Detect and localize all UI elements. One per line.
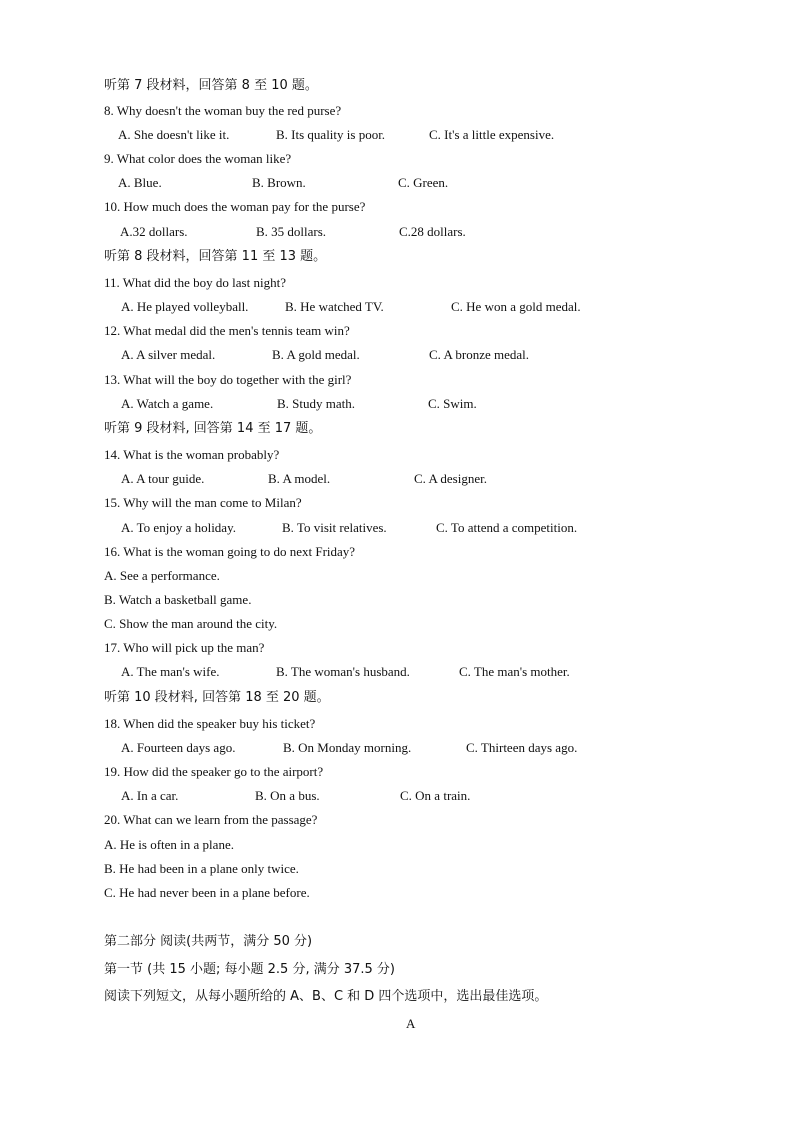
option-c: C. He won a gold medal.	[451, 299, 581, 314]
option-c: C. To attend a competition.	[436, 520, 578, 535]
section-heading: 听第 8 段材料，回答第 11 至 13 题。	[104, 249, 327, 264]
option-b: B. To visit relatives.	[282, 520, 387, 535]
option-a: A. Watch a game.	[121, 396, 214, 411]
question-stem: 9. What color does the woman like?	[104, 151, 292, 166]
option-a: A. In a car.	[121, 788, 179, 803]
question-stem: 12. What medal did the men's tennis team win?	[104, 323, 350, 338]
option-a: A. He played volleyball.	[121, 299, 249, 314]
option-c: C. The man's mother.	[459, 664, 570, 679]
question-stem: 15. Why will the man come to Milan?	[104, 495, 302, 510]
option-a: A. Fourteen days ago.	[121, 740, 236, 755]
option-c: C. On a train.	[400, 788, 471, 803]
option-c: C. Show the man around the city.	[104, 616, 278, 631]
option-a: A. To enjoy a holiday.	[121, 520, 236, 535]
option-c: C. It's a little expensive.	[429, 127, 555, 142]
question-stem: 19. How did the speaker go to the airport?	[104, 764, 324, 779]
section-heading: 听第 7 段材料，回答第 8 至 10 题。	[104, 78, 318, 93]
option-a: A. Blue.	[118, 175, 162, 190]
option-a: A. A tour guide.	[121, 471, 205, 486]
option-c: C.28 dollars.	[399, 224, 466, 239]
question-stem: 8. Why doesn't the woman buy the red purse?	[104, 103, 342, 118]
question-stem: 14. What is the woman probably?	[104, 447, 280, 462]
option-b: B. On Monday morning.	[283, 740, 412, 755]
question-stem: 11. What did the boy do last night?	[104, 275, 286, 290]
option-b: B. On a bus.	[255, 788, 320, 803]
option-b: B. He had been in a plane only twice.	[104, 861, 299, 876]
question-stem: 13. What will the boy do together with the girl?	[104, 372, 352, 387]
part-title: 第二部分 阅读(共两节，满分 50 分)	[104, 934, 313, 949]
option-b: B. A gold medal.	[272, 347, 360, 362]
option-b: B. A model.	[268, 471, 331, 486]
section-title: 第一节 (共 15 小题; 每小题 2.5 分, 满分 37.5 分)	[104, 962, 396, 977]
option-b: B. Study math.	[277, 396, 356, 411]
option-c: C. He had never been in a plane before.	[104, 885, 310, 900]
question-stem: 20. What can we learn from the passage?	[104, 812, 318, 827]
passage-label: A	[406, 1016, 416, 1031]
option-b: B. Its quality is poor.	[276, 127, 386, 142]
option-a: A. She doesn't like it.	[118, 127, 230, 142]
option-c: C. Swim.	[428, 396, 477, 411]
section-heading: 听第 10 段材料, 回答第 18 至 20 题。	[104, 690, 330, 705]
option-c: C. A designer.	[414, 471, 487, 486]
instruction-text: 阅读下列短文，从每小题所给的 A、B、C 和 D 四个选项中，选出最佳选项。	[104, 989, 548, 1004]
option-a: A.32 dollars.	[120, 224, 188, 239]
option-a: A. The man's wife.	[121, 664, 220, 679]
option-c: C. Green.	[398, 175, 449, 190]
option-b: B. Watch a basketball game.	[104, 592, 252, 607]
option-a: A. A silver medal.	[121, 347, 216, 362]
option-a: A. He is often in a plane.	[104, 837, 234, 852]
option-c: C. A bronze medal.	[429, 347, 530, 362]
question-stem: 10. How much does the woman pay for the purse?	[104, 199, 366, 214]
option-b: B. 35 dollars.	[256, 224, 327, 239]
question-stem: 16. What is the woman going to do next Friday?	[104, 544, 356, 559]
option-c: C. Thirteen days ago.	[466, 740, 578, 755]
option-a: A. See a performance.	[104, 568, 220, 583]
section-heading: 听第 9 段材料, 回答第 14 至 17 题。	[104, 421, 322, 436]
option-b: B. The woman's husband.	[276, 664, 410, 679]
question-stem: 18. When did the speaker buy his ticket?	[104, 716, 316, 731]
option-b: B. He watched TV.	[285, 299, 384, 314]
question-stem: 17. Who will pick up the man?	[104, 640, 265, 655]
option-b: B. Brown.	[252, 175, 306, 190]
